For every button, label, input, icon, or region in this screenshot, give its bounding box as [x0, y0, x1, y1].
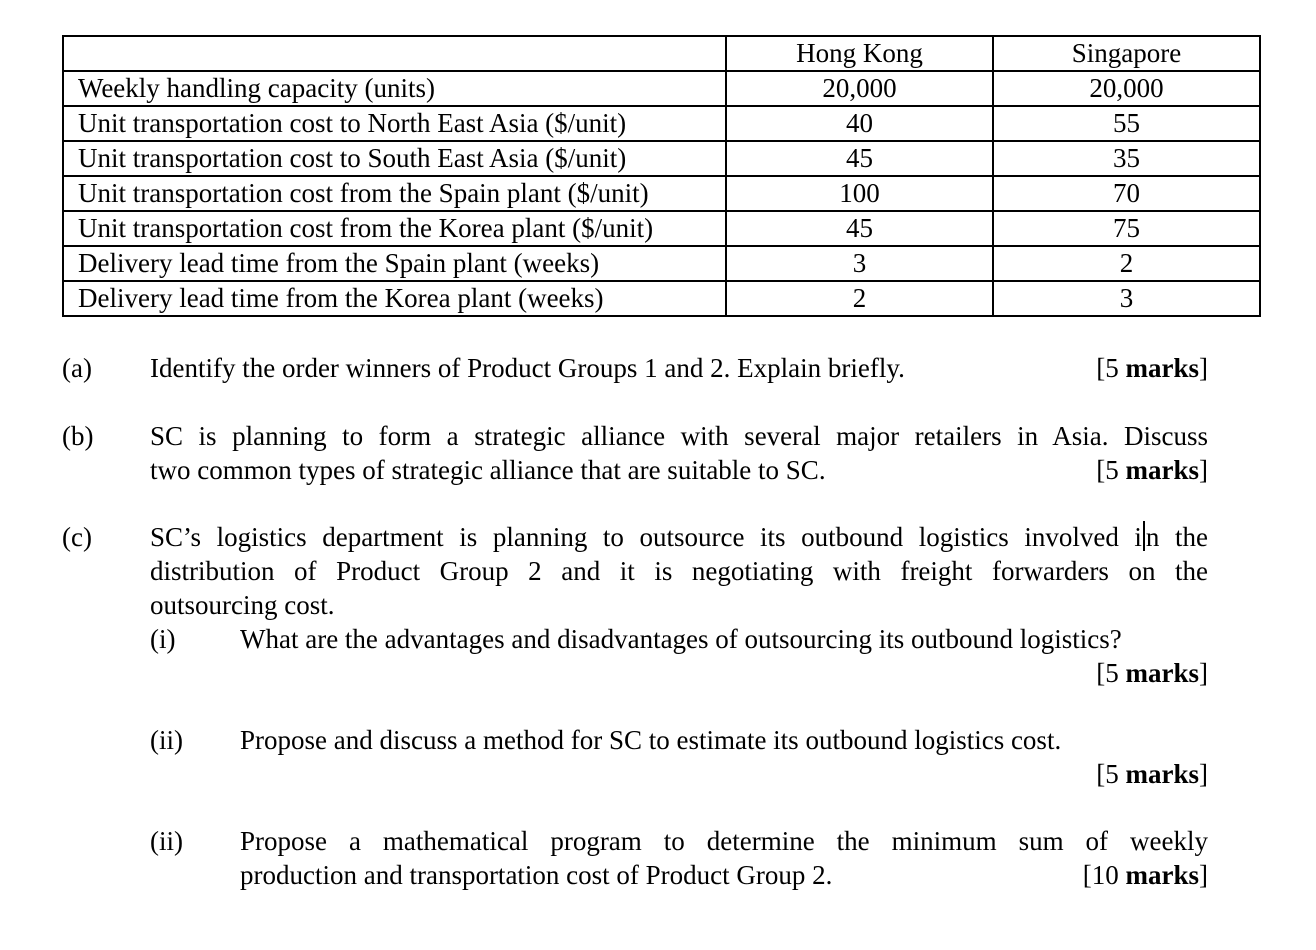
table-header-hong-kong: Hong Kong	[726, 36, 993, 71]
table-header-singapore: Singapore	[993, 36, 1260, 71]
singapore-value: 75	[993, 211, 1260, 246]
row-label: Unit transportation cost to South East Asia ($/unit)	[63, 141, 726, 176]
table-header-blank	[63, 36, 726, 71]
hong-kong-value: 3	[726, 246, 993, 281]
hong-kong-value: 45	[726, 141, 993, 176]
table-row	[63, 106, 1260, 141]
row-label: Weekly handling capacity (units)	[63, 71, 726, 106]
question-c-iii-line-1: Propose a mathematical program to determine the minimum sum of weekly	[240, 826, 1208, 856]
question-c-iii-number: (ii)	[150, 826, 183, 856]
row-label: Unit transportation cost from the Korea plant ($/unit)	[63, 211, 726, 246]
hong-kong-value: 20,000	[726, 71, 993, 106]
question-c-ii-body	[240, 723, 1208, 791]
question-c-ii-marks-line	[240, 757, 1208, 791]
row-label: Delivery lead time from the Spain plant (weeks)	[63, 246, 726, 281]
question-c-line-1: SC’s logistics department is planning to outsource its outbound logistics involved i n the	[150, 522, 1208, 552]
singapore-value: 2	[993, 246, 1260, 281]
question-c-ii-text: Propose and discuss a method for SC to estimate its outbound logistics cost.	[240, 725, 1062, 755]
question-c-iii-line-2-text: production and transportation cost of Product Group 2.	[240, 860, 833, 890]
question-c-iii-body	[240, 824, 1208, 892]
singapore-value: 70	[993, 176, 1260, 211]
question-a	[62, 351, 1212, 385]
question-a-number: (a)	[62, 353, 92, 383]
table-row	[63, 246, 1260, 281]
question-b-number: (b)	[62, 421, 94, 451]
hong-kong-value: 2	[726, 281, 993, 316]
row-label: Unit transportation cost to North East Asia ($/unit)	[63, 106, 726, 141]
row-label: Delivery lead time from the Korea plant (weeks)	[63, 281, 726, 316]
singapore-value: 3	[993, 281, 1260, 316]
question-a-body	[150, 351, 1208, 385]
question-c-iii-marks: [10 marks]	[1082, 860, 1208, 890]
table-row	[63, 141, 1260, 176]
question-c-i	[150, 622, 1212, 690]
text-cursor	[1143, 521, 1145, 551]
question-c-ii-number: (ii)	[150, 725, 183, 755]
question-b-line-2-text: two common types of strategic alliance that are suitable to SC.	[150, 455, 826, 485]
question-b-line-1: SC is planning to form a strategic alliance with several major retailers in Asia. Discuss	[150, 421, 1208, 451]
row-label: Unit transportation cost from the Spain plant ($/unit)	[63, 176, 726, 211]
hong-kong-value: 45	[726, 211, 993, 246]
question-b-marks: [5 marks]	[1096, 455, 1208, 485]
question-c-body	[150, 520, 1208, 622]
question-b	[62, 419, 1212, 487]
question-c-i-marks: [5 marks]	[1096, 658, 1208, 688]
question-c-i-marks-line	[240, 656, 1208, 690]
question-c-number: (c)	[62, 522, 92, 552]
hong-kong-value: 100	[726, 176, 993, 211]
question-c-line-2: distribution of Product Group 2 and it is negotiating with freight forwarders on the	[150, 556, 1208, 586]
question-c-iii	[150, 824, 1212, 892]
table-header-row	[63, 36, 1260, 71]
table-row	[63, 281, 1260, 316]
question-b-body	[150, 419, 1208, 487]
question-c-i-number: (i)	[150, 624, 176, 654]
question-b-line-2	[150, 453, 1208, 487]
table-row	[63, 71, 1260, 106]
question-c-line-3: outsourcing cost.	[150, 590, 335, 620]
singapore-value: 20,000	[993, 71, 1260, 106]
table-row	[63, 211, 1260, 246]
question-c-ii	[150, 723, 1212, 791]
singapore-value: 55	[993, 106, 1260, 141]
table-row	[63, 176, 1260, 211]
cost-table	[62, 35, 1261, 317]
hong-kong-value: 40	[726, 106, 993, 141]
question-c-i-body	[240, 622, 1208, 690]
question-c-ii-marks: [5 marks]	[1096, 759, 1208, 789]
singapore-value: 35	[993, 141, 1260, 176]
question-c	[62, 520, 1212, 622]
question-c-iii-line-2	[240, 858, 1208, 892]
question-a-text: Identify the order winners of Product Groups 1 and 2. Explain briefly.	[150, 353, 905, 383]
question-c-i-text: What are the advantages and disadvantages of outsourcing its outbound logistics?	[240, 624, 1122, 654]
question-a-marks: [5 marks]	[1096, 353, 1208, 383]
